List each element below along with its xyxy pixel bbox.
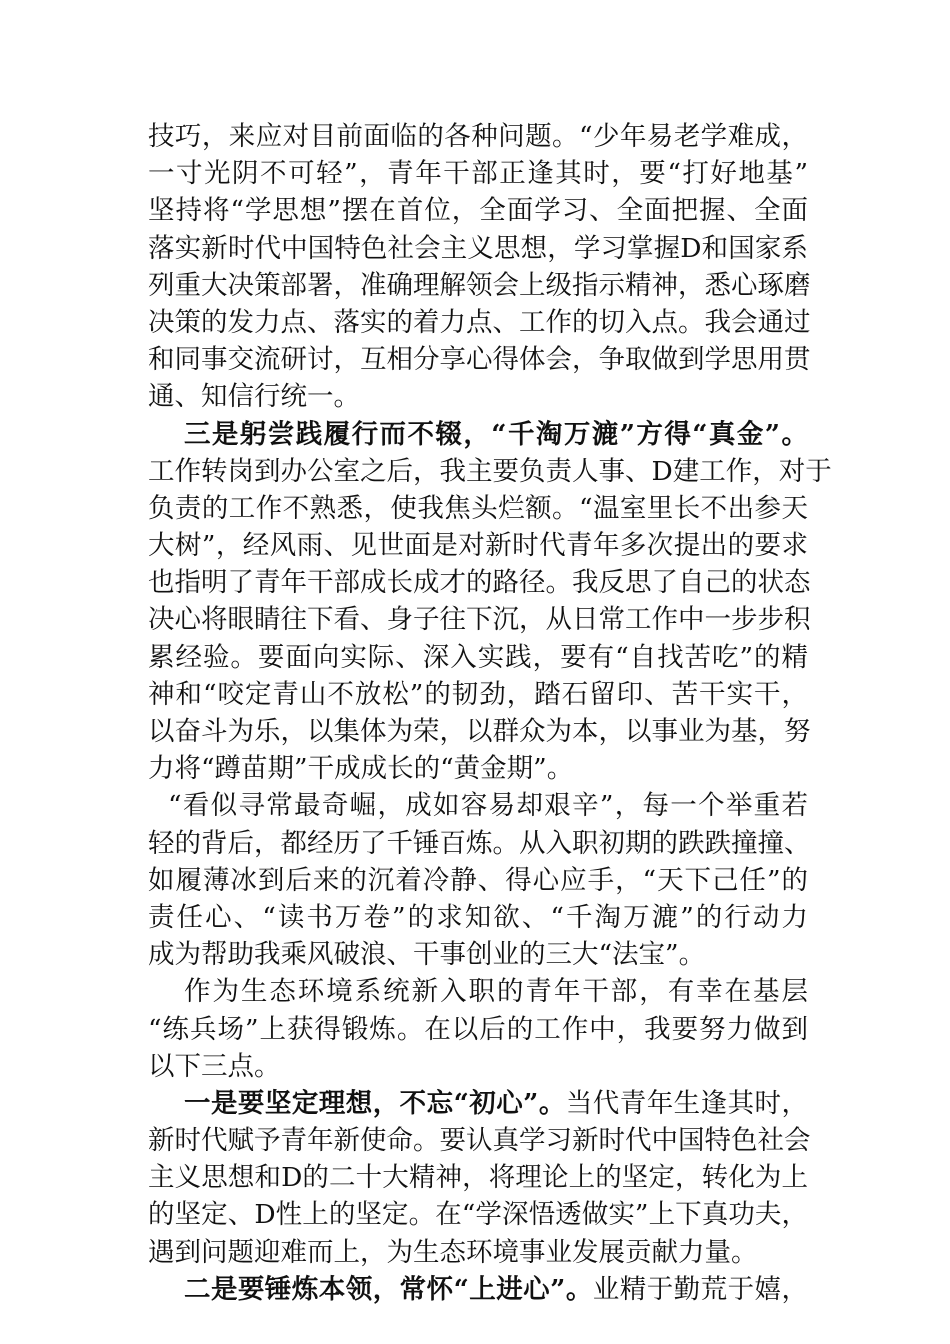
heading-line: 三是躬尝践履行而不辍，“千淘万漉”方得“真金”。: [184, 418, 808, 450]
text-line: 如履薄冰到后来的沉着冷静、得心应手，“天下己任”的: [148, 864, 808, 896]
text-line: 轻的背后，都经历了千锤百炼。从入职初期的跌跌撞撞、: [148, 827, 811, 859]
text-line: 工作转岗到办公室之后，我主要负责人事、D建工作，对于: [148, 455, 832, 487]
text-line: 力将“蹲苗期”干成成长的“黄金期”。: [148, 753, 574, 785]
text-line: “看似寻常最奇崛，成如容易却艰辛”，每一个举重若: [168, 790, 808, 822]
text-line: 神和“咬定青山不放松”的韧劲，踏石留印、苦干实干，: [148, 678, 808, 710]
text-line: 新时代赋予青年新使命。要认真学习新时代中国特色社会: [148, 1125, 811, 1157]
text-line: 和同事交流研讨，互相分享心得体会，争取做到学思用贯: [148, 344, 811, 376]
text-line: 成为帮助我乘风破浪、干事创业的三大“法宝”。: [148, 939, 706, 971]
heading-phrase: 一是要坚定理想，不忘“初心”。: [184, 1087, 566, 1119]
text-line: [148, 1085, 808, 1122]
text-line: 一寸光阴不可轻”，青年干部正逢其时，要“打好地基”: [148, 158, 808, 190]
text-line: 主义思想和D的二十大精神，将理论上的坚定，转化为上: [148, 1162, 808, 1194]
heading-phrase: 二是要锤炼本领，常怀“上进心”。: [184, 1273, 593, 1305]
text-line: 落实新时代中国特色社会主义思想，学习掌握D和国家系: [148, 232, 808, 264]
text-line: “练兵场”上获得锻炼。在以后的工作中，我要努力做到: [148, 1013, 808, 1045]
text-line: 技巧，来应对目前面临的各种问题。“少年易老学难成，: [148, 121, 808, 152]
text-line: 责任心、“读书万卷”的求知欲、“千淘万漉”的行动力: [148, 901, 808, 933]
text-phrase: 业精于勤荒于嬉，: [592, 1273, 808, 1305]
text-line: 大树”，经风雨、见世面是对新时代青年多次提出的要求: [148, 530, 808, 562]
text-line: 列重大决策部署，准确理解领会上级指示精神，悉心琢磨: [148, 269, 811, 301]
document-body: [148, 118, 832, 1308]
text-line: 也指明了青年干部成长成才的路径。我反思了自己的状态: [148, 567, 811, 599]
text-line: 决心将眼睛往下看、身子往下沉，从日常工作中一步步积: [148, 604, 811, 636]
text-line: 遇到问题迎难而上，为生态环境事业发展贡献力量。: [148, 1236, 758, 1268]
text-line: 决策的发力点、落实的着力点、工作的切入点。我会通过: [148, 306, 811, 338]
text-line: 坚持将“学思想”摆在首位，全面学习、全面把握、全面: [148, 195, 808, 227]
text-line: 作为生态环境系统新入职的青年干部，有幸在基层: [184, 976, 808, 1008]
text-line: 以下三点。: [148, 1050, 281, 1082]
text-line: 通、知信行统一。: [148, 381, 360, 413]
text-line: 以奋斗为乐，以集体为荣，以群众为本，以事业为基，努: [148, 716, 811, 747]
text-line: 累经验。要面向实际、深入实践，要有“自找苦吃”的精: [148, 641, 808, 673]
text-line: [148, 1271, 808, 1308]
text-line: 的坚定、D性上的坚定。在“学深悟透做实”上下真功夫，: [148, 1199, 808, 1231]
text-line: 负责的工作不熟悉，使我焦头烂额。“温室里长不出参天: [148, 492, 808, 524]
text-phrase: 当代青年生逢其时，: [565, 1087, 808, 1119]
